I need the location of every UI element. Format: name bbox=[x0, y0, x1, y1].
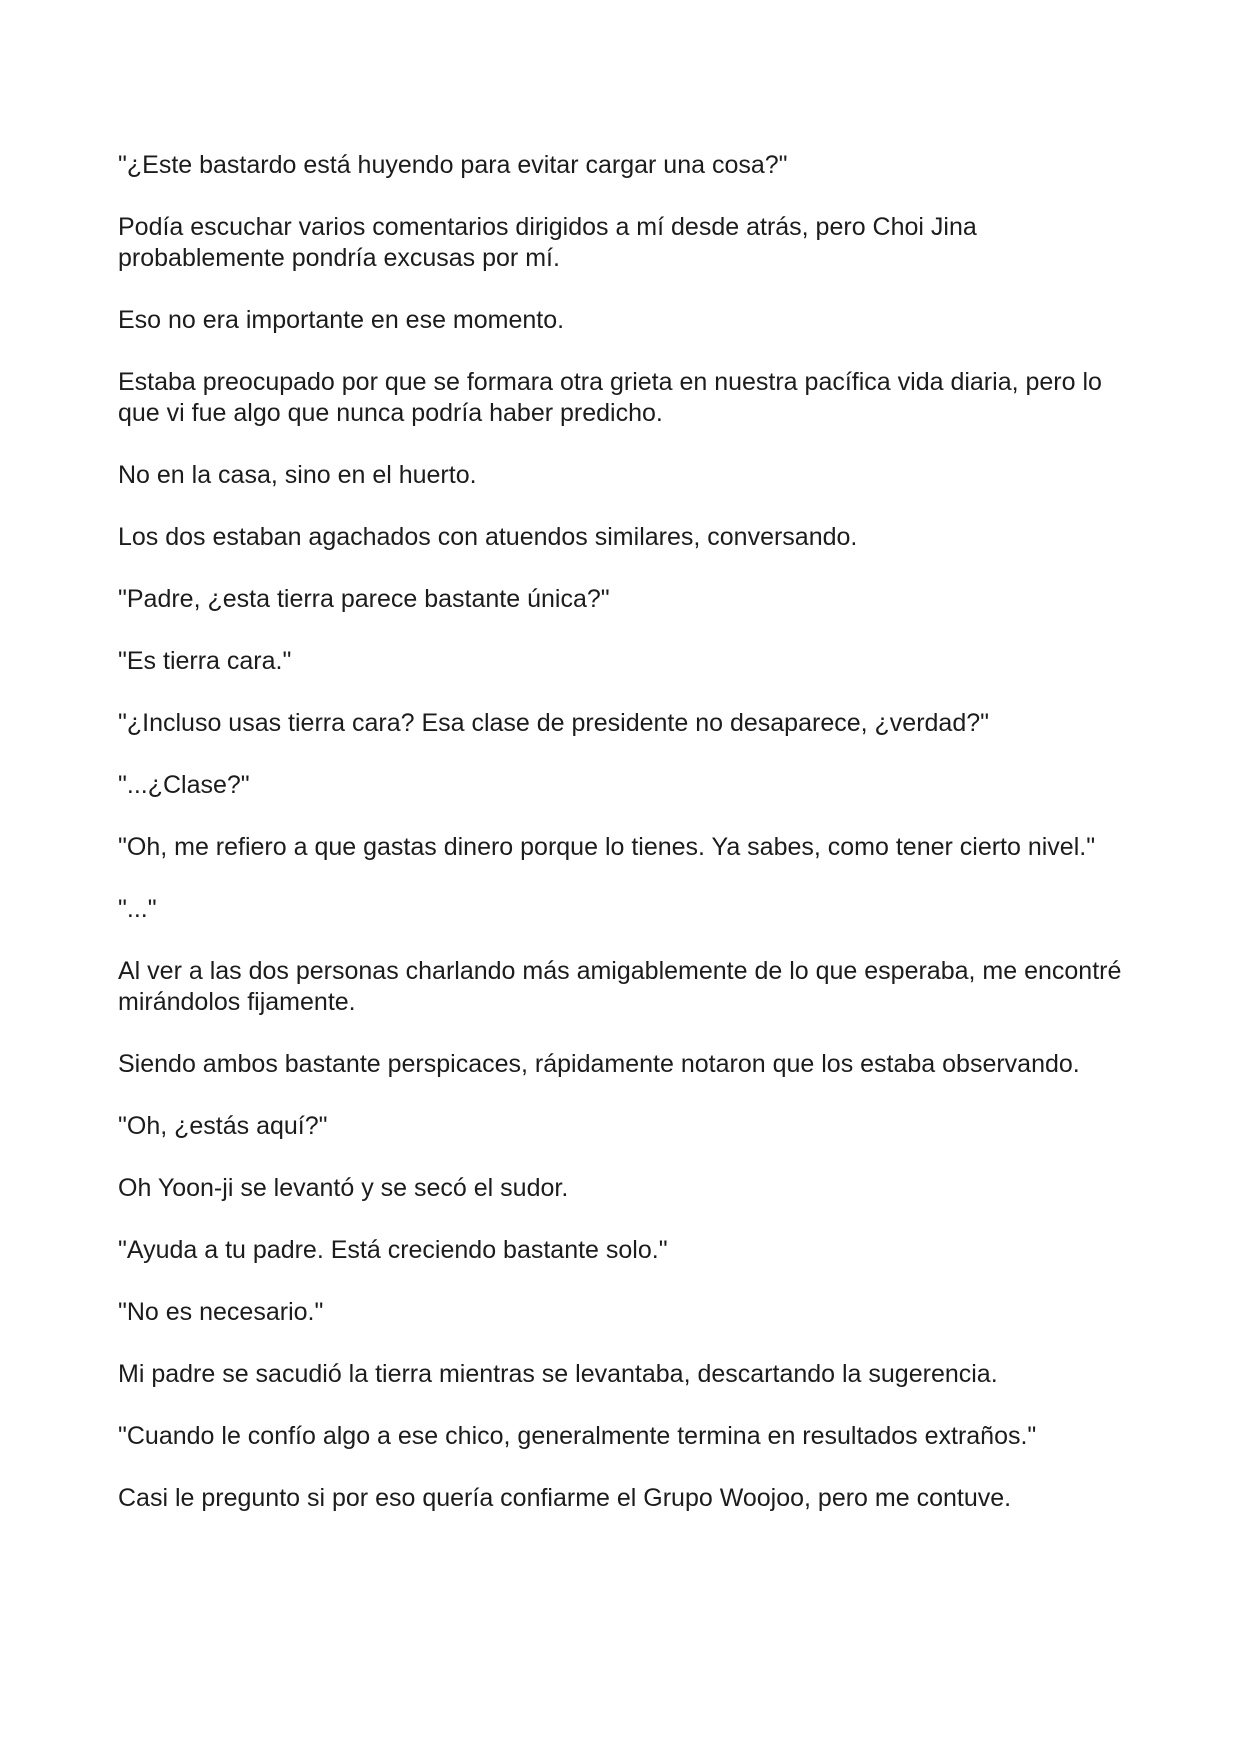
paragraph: Los dos estaban agachados con atuendos similares, conversando. bbox=[118, 523, 858, 551]
paragraph: "...¿Clase?" bbox=[118, 771, 250, 799]
paragraph: Estaba preocupado por que se formara otra grieta en nuestra pacífica vida diaria, pero lo que vi fue algo que nunca podría haber predicho. bbox=[118, 368, 1102, 427]
paragraph: Podía escuchar varios comentarios dirigidos a mí desde atrás, pero Choi Jina probablemente pondría excusas por mí. bbox=[118, 213, 977, 272]
paragraph: "..." bbox=[118, 895, 157, 923]
document-page bbox=[118, 150, 1128, 1545]
paragraph: "¿Incluso usas tierra cara? Esa clase de presidente no desaparece, ¿verdad?" bbox=[118, 709, 990, 737]
paragraph: Eso no era importante en ese momento. bbox=[118, 306, 565, 334]
paragraph: "Padre, ¿esta tierra parece bastante única?" bbox=[118, 585, 610, 613]
paragraph: No en la casa, sino en el huerto. bbox=[118, 461, 477, 489]
paragraph: "Cuando le confío algo a ese chico, generalmente termina en resultados extraños." bbox=[118, 1422, 1037, 1450]
paragraph: "Ayuda a tu padre. Está creciendo bastante solo." bbox=[118, 1236, 668, 1264]
paragraph: Al ver a las dos personas charlando más amigablemente de lo que esperaba, me encontré mirándolos fijamente. bbox=[118, 957, 1122, 1016]
paragraph: Mi padre se sacudió la tierra mientras se levantaba, descartando la sugerencia. bbox=[118, 1360, 998, 1388]
paragraph: Oh Yoon-ji se levantó y se secó el sudor. bbox=[118, 1174, 569, 1202]
paragraph: "Oh, ¿estás aquí?" bbox=[118, 1112, 328, 1140]
paragraph: "¿Este bastardo está huyendo para evitar cargar una cosa?" bbox=[118, 151, 788, 179]
paragraph: "Es tierra cara." bbox=[118, 647, 292, 675]
paragraph: "Oh, me refiero a que gastas dinero porque lo tienes. Ya sabes, como tener cierto nivel." bbox=[118, 833, 1096, 861]
paragraph: "No es necesario." bbox=[118, 1298, 324, 1326]
paragraph: Siendo ambos bastante perspicaces, rápidamente notaron que los estaba observando. bbox=[118, 1050, 1080, 1078]
paragraph: Casi le pregunto si por eso quería confiarme el Grupo Woojoo, pero me contuve. bbox=[118, 1484, 1012, 1512]
